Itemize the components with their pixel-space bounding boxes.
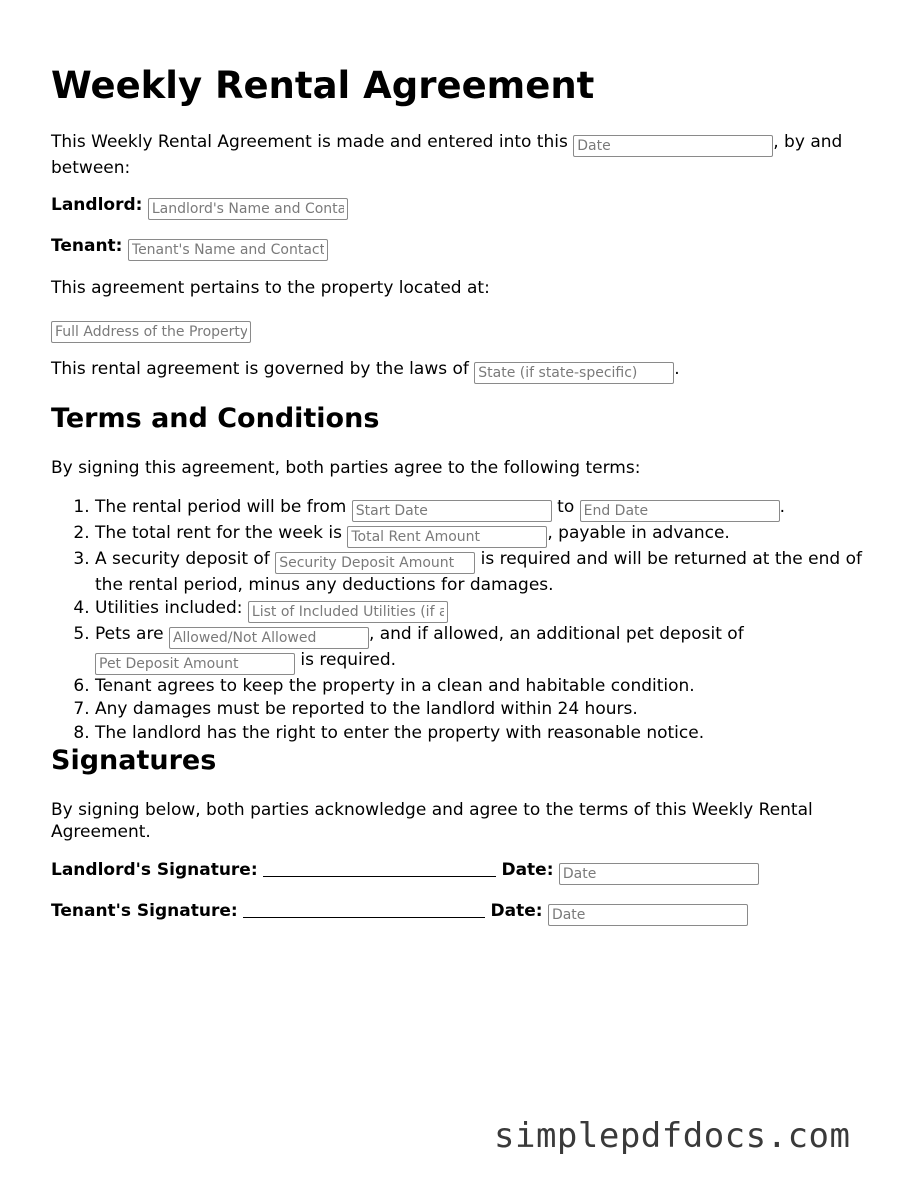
term-1-end: . [779, 497, 786, 517]
terms-heading: Terms and Conditions [51, 403, 380, 434]
landlord-signature-line[interactable] [263, 861, 496, 877]
terms-intro: By signing this agreement, both parties agree to the following terms: [51, 458, 641, 478]
term-5-middle: , and if allowed, an additional pet deposit of [368, 624, 744, 645]
security-deposit-input[interactable] [275, 552, 475, 574]
property-address-input[interactable] [51, 321, 251, 343]
property-text: This agreement pertains to the property located at: [51, 278, 490, 298]
term-item-2 [95, 522, 895, 548]
pets-allowed-input[interactable] [169, 627, 369, 649]
tenant-name-input[interactable] [128, 239, 328, 261]
watermark-text: simplepdfdocs.com [494, 1116, 851, 1156]
term-5-text: Pets are [95, 624, 169, 645]
governing-period: . [674, 359, 680, 379]
tenant-signature-line[interactable] [243, 902, 485, 918]
tenant-signature-row [51, 900, 851, 926]
term-item-3 [95, 548, 895, 597]
term-3-text: A security deposit of [95, 549, 276, 569]
tenant-row [51, 235, 851, 261]
intro-paragraph [51, 131, 851, 179]
term-1-to: to [551, 497, 580, 517]
landlord-date-input[interactable] [559, 863, 759, 885]
term-4-text: Utilities included: [95, 598, 248, 619]
term-2-end: , payable in advance. [547, 523, 730, 543]
term-item-6: 6. Tenant agrees to keep the property in a clean and habitable condition. [95, 675, 895, 698]
tenant-label: Tenant: [51, 236, 123, 256]
term-1-text: The rental period will be from [95, 497, 352, 517]
tenant-date-input[interactable] [548, 904, 748, 926]
governing-text: This rental agreement is governed by the laws of [51, 359, 475, 379]
term-item-8: 8. The landlord has the right to enter the property with reasonable notice. [95, 722, 895, 745]
term-item-4 [95, 597, 895, 623]
governing-law-row [51, 358, 851, 384]
signatures-heading: Signatures [51, 745, 217, 776]
term-2-text: The total rent for the week is [95, 523, 348, 543]
term-item-1 [95, 496, 895, 522]
end-date-input[interactable] [580, 500, 780, 522]
landlord-date-label: Date: [501, 860, 554, 880]
pet-deposit-input[interactable] [95, 653, 295, 675]
landlord-name-input[interactable] [148, 198, 348, 220]
landlord-signature-row [51, 859, 851, 885]
signatures-intro: By signing below, both parties acknowledge and agree to the terms of this Weekly Rental Agreement. [51, 800, 813, 842]
landlord-row [51, 194, 851, 220]
term-5-end: is required. [295, 650, 397, 671]
rent-amount-input[interactable] [347, 526, 547, 548]
term-item-7: 7. Any damages must be reported to the landlord within 24 hours. [95, 698, 895, 721]
term-3-end: is required and will be returned at the end of the rental period, minus any deductions for damages. [95, 549, 862, 595]
intro-text-end: , by and between: [51, 132, 843, 178]
agreement-date-input[interactable] [573, 135, 773, 157]
landlord-signature-label: Landlord's Signature: [51, 860, 258, 880]
page-title: Weekly Rental Agreement [51, 64, 595, 107]
property-row [51, 317, 851, 343]
state-input[interactable] [474, 362, 674, 384]
tenant-date-label: Date: [490, 901, 543, 921]
tenant-signature-label: Tenant's Signature: [51, 901, 238, 921]
start-date-input[interactable] [352, 500, 552, 522]
term-item-5 [95, 623, 895, 675]
landlord-label: Landlord: [51, 195, 143, 215]
utilities-input[interactable] [248, 601, 448, 623]
intro-text: This Weekly Rental Agreement is made and entered into this [51, 132, 574, 152]
terms-list [51, 496, 895, 745]
